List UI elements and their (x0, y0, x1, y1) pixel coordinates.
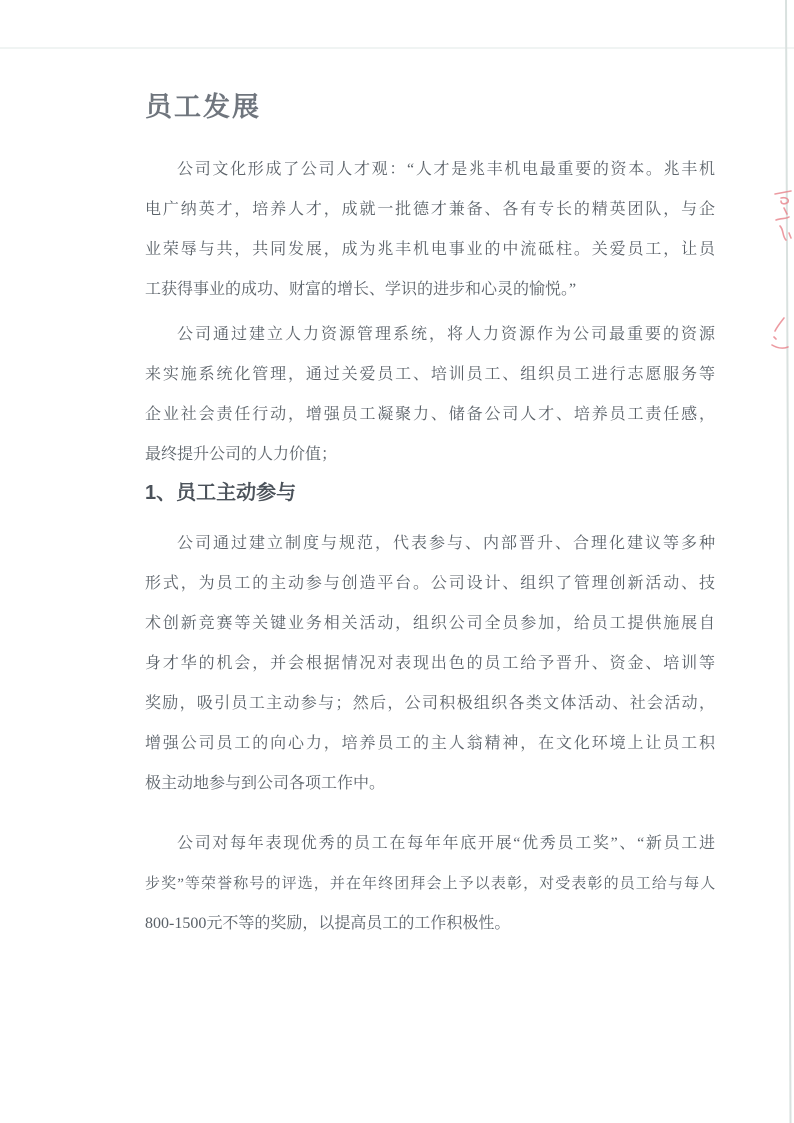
scan-artifact-horizontal-line (0, 47, 794, 49)
paragraph-company-culture (145, 150, 715, 310)
text-line: 最终提升公司的人力价值； (145, 446, 338, 463)
text-line: 公司对每年表现优秀的员工在每年年底开展“优秀员工奖”、“新员工进 (177, 835, 715, 852)
red-pen-check-mark (768, 315, 792, 355)
paragraph-hr-system (145, 315, 715, 475)
paragraph-awards (145, 824, 715, 944)
text-line: 公司通过建立制度与规范，代表参与、内部晋升、合理化建议等多种 (177, 535, 715, 552)
text-line: 术创新竞赛等关键业务相关活动，组织公司全员参加，给员工提供施展自 (145, 615, 715, 632)
text-line: 800-1500元不等的奖励，以提高员工的工作积极性。 (145, 915, 511, 932)
text-line: 来实施系统化管理，通过关爱员工、培训员工、组织员工进行志愿服务等 (145, 366, 715, 383)
text-line: 业荣辱与共，共同发展，成为兆丰机电事业的中流砥柱。关爱员工，让员 (145, 241, 715, 258)
text-line: 步奖”等荣誉称号的评选，并在年终团拜会上予以表彰，对受表彰的员工给与每人 (145, 876, 715, 892)
text-line: 工获得事业的成功、财富的增长、学识的进步和心灵的愉悦。” (145, 281, 577, 298)
text-line: 增强公司员工的向心力，培养员工的主人翁精神，在文化环境上让员工积 (145, 735, 715, 752)
section-heading-employee-participation: 1、员工主动参与 (145, 482, 297, 504)
text-line: 公司文化形成了公司人才观：“人才是兆丰机电最重要的资本。兆丰机 (177, 161, 715, 178)
red-pen-scribble-mark (772, 188, 794, 248)
text-line: 奖励，吸引员工主动参与；然后，公司积极组织各类文体活动、社会活动， (145, 695, 715, 712)
text-line: 身才华的机会，并会根据情况对表现出色的员工给予晋升、资金、培训等 (145, 655, 715, 672)
text-line: 电广纳英才，培养人才，成就一批德才兼备、各有专长的精英团队，与企 (145, 201, 715, 218)
text-line: 企业社会责任行动，增强员工凝聚力、储备公司人才、培养员工责任感， (145, 406, 715, 423)
text-line: 公司通过建立人力资源管理系统，将人力资源作为公司最重要的资源 (177, 326, 715, 343)
text-line: 形式，为员工的主动参与创造平台。公司设计、组织了管理创新活动、技 (145, 575, 715, 592)
document-body (145, 90, 715, 944)
page-title: 员工发展 (145, 92, 261, 122)
paragraph-participation-platform (145, 524, 715, 804)
text-line: 极主动地参与到公司各项工作中。 (145, 775, 386, 792)
